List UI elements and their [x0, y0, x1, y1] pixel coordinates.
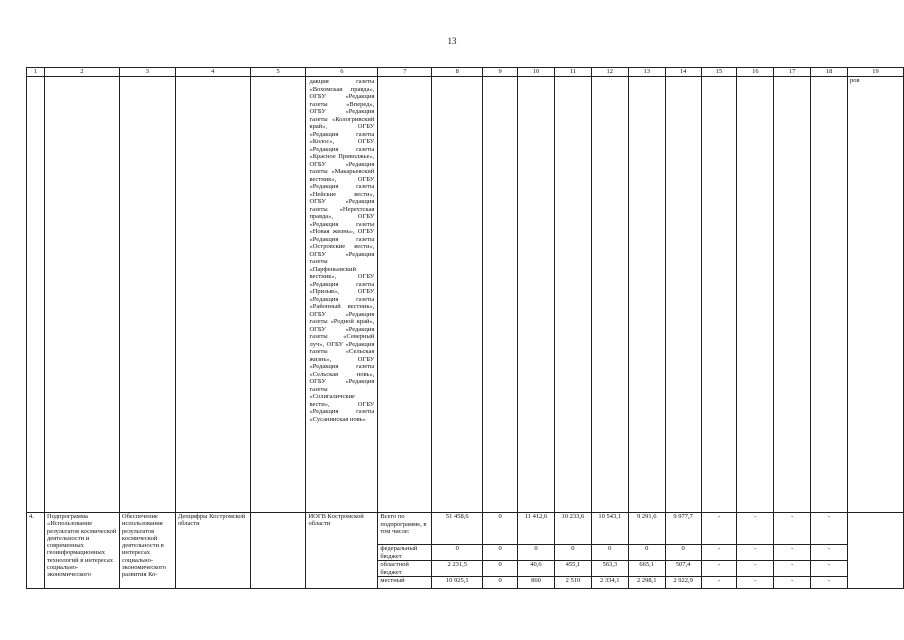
- value-cell: 0: [483, 577, 518, 589]
- purpose-text: Обеспечение использования результатов космической деятельности в интересах социально-экономического развития Ко-: [119, 513, 175, 589]
- funding-label: местный: [378, 577, 432, 589]
- header-cell: 10: [518, 68, 555, 77]
- value-cell: 0: [518, 545, 555, 561]
- subprogram-name: Подпрограмма «Использование результатов космической деятельности и современных геоинформационных технологий в интересах социально-экономического: [44, 513, 119, 589]
- value-cell: 0: [554, 545, 591, 561]
- value-cell: -: [811, 577, 848, 589]
- value-cell: -: [774, 513, 811, 545]
- value-cell: -: [811, 545, 848, 561]
- value-cell: 40,6: [518, 561, 555, 577]
- header-cell: 16: [737, 68, 774, 77]
- value-cell: 2 231,5: [432, 561, 483, 577]
- value-cell: 2 922,9: [665, 577, 701, 589]
- value-cell: 0: [483, 545, 518, 561]
- value-cell: 860: [518, 577, 555, 589]
- value-cell: -: [701, 561, 737, 577]
- funding-label: федеральный бюджет: [378, 545, 432, 561]
- value-cell: 10 543,1: [591, 513, 628, 545]
- value-cell: -: [811, 513, 848, 545]
- value-cell: 2 298,1: [628, 577, 665, 589]
- header-cell: 15: [701, 68, 737, 77]
- value-cell: 0: [483, 561, 518, 577]
- header-cell: 14: [665, 68, 701, 77]
- header-cell: 6: [306, 68, 378, 77]
- header-cell: 7: [378, 68, 432, 77]
- header-cell: 9: [483, 68, 518, 77]
- department: Депцифры Костромской области: [175, 513, 250, 589]
- funding-label: Всего по подпрограмме, в том числе:: [378, 513, 432, 545]
- value-cell: -: [701, 545, 737, 561]
- value-cell: 10 233,6: [554, 513, 591, 545]
- value-cell: 0: [628, 545, 665, 561]
- header-cell: 8: [432, 68, 483, 77]
- header-cell: 2: [44, 68, 119, 77]
- value-cell: -: [737, 513, 774, 545]
- header-cell: 4: [175, 68, 250, 77]
- value-cell: 455,1: [554, 561, 591, 577]
- header-cell: 12: [591, 68, 628, 77]
- value-cell: -: [701, 577, 737, 589]
- header-cell: 13: [628, 68, 665, 77]
- table-row: [27, 513, 904, 545]
- col5-cell: [250, 513, 306, 589]
- value-cell: 9 977,7: [665, 513, 701, 545]
- value-cell: 51 458,6: [432, 513, 483, 545]
- row-number: 4.: [27, 513, 45, 589]
- value-cell: 10 925,1: [432, 577, 483, 589]
- header-cell: 3: [119, 68, 175, 77]
- page-number: 13: [447, 36, 457, 46]
- value-cell: 9 291,6: [628, 513, 665, 545]
- value-cell: -: [774, 577, 811, 589]
- value-cell: -: [737, 561, 774, 577]
- funding-label: областной бюджет: [378, 561, 432, 577]
- budget-table: [26, 67, 904, 589]
- col19-text: ров: [848, 77, 904, 513]
- value-cell: -: [811, 561, 848, 577]
- value-cell: -: [737, 577, 774, 589]
- header-row: [27, 68, 904, 77]
- header-cell: 1: [27, 68, 45, 77]
- header-cell: 17: [774, 68, 811, 77]
- value-cell: -: [701, 513, 737, 545]
- executors-list: дакция газеты «Вохомская правда», ОГБУ «Редакция газеты «Вперед», ОГБУ «Редакция газеты «Кологривский край», ОГБУ «Редакция газеты «Колос», ОГБУ «Редакция газеты «Красное Приволжье», ОГБУ «Редакция газеты «Макарьевский вестник», ОГБУ «Редакция газеты «Нейские вести», ОГБУ «Редакция газеты «Нерехтская правда», ОГБУ «Редакция газеты «Новая жизнь», ОГБУ «Редакция газеты «Островские вести», ОГБУ «Редакция газеты «Парфеньевский вестник», ОГБУ «Редакция газеты «Призыв», ОГБУ «Редакция газеты «Районный вестник», ОГБУ «Редакция газеты «Родной край», ОГБУ «Редакция газеты «Северный луч», ОГБУ «Редакция газеты «Сельская жизнь», ОГБУ «Редакция газеты «Сельская новь», ОГБУ «Редакция газеты «Солигаличские вести», ОГБУ «Редакция газеты «Сусанинская новь»: [306, 77, 378, 513]
- executor: ИОГВ Костромской области: [306, 513, 378, 589]
- value-cell: 0: [483, 513, 518, 545]
- header-cell: 11: [554, 68, 591, 77]
- value-cell: -: [737, 545, 774, 561]
- header-cell: 18: [811, 68, 848, 77]
- value-cell: 0: [665, 545, 701, 561]
- continuation-row: [27, 77, 904, 513]
- value-cell: 665,1: [628, 561, 665, 577]
- value-cell: 0: [432, 545, 483, 561]
- value-cell: 11 412,6: [518, 513, 555, 545]
- value-cell: -: [774, 545, 811, 561]
- value-cell: 563,3: [591, 561, 628, 577]
- header-cell: 19: [848, 68, 904, 77]
- value-cell: 2 334,1: [591, 577, 628, 589]
- value-cell: -: [774, 561, 811, 577]
- value-cell: 2 510: [554, 577, 591, 589]
- value-cell: 507,4: [665, 561, 701, 577]
- header-cell: 5: [250, 68, 306, 77]
- value-cell: 0: [591, 545, 628, 561]
